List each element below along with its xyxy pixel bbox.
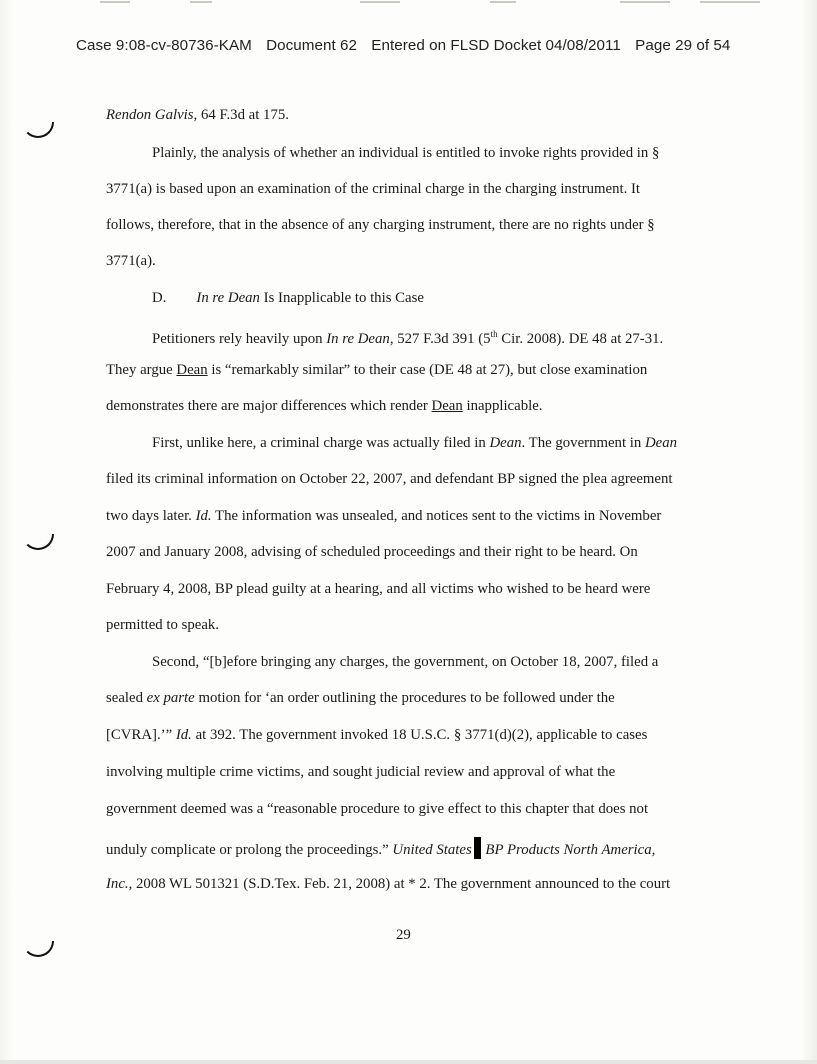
scan-artifact-marks: [60, 0, 760, 6]
scan-edge-shadow: [0, 1060, 817, 1064]
text-line: government deemed was a “reasonable procedure to give effect to this chapter that does not: [106, 801, 649, 817]
binder-hole-top: [22, 122, 54, 138]
text-line: [CVRA].’” Id. at 392. The government invoked 18 U.S.C. § 3771(d)(2), applicable to cases: [106, 727, 648, 743]
binder-hole-middle: [22, 534, 54, 550]
text-line: Inc., 2008 WL 501321 (S.D.Tex. Feb. 21, 2008) at * 2. The government announced to the court: [106, 876, 671, 892]
text-line: Petitioners rely heavily upon In re Dean, 527 F.3d 391 (5th Cir. 2008). DE 48 at 27-31.: [152, 329, 664, 347]
redaction-mark: [474, 837, 481, 859]
header-case-number: Case 9:08-cv-80736-KAM: [76, 37, 252, 54]
text-line: involving multiple crime victims, and sought judicial review and approval of what the: [106, 764, 616, 780]
text-line: Plainly, the analysis of whether an individual is entitled to invoke rights provided in §: [152, 145, 660, 161]
text-line: demonstrates there are major differences which render Dean inapplicable.: [106, 398, 543, 414]
text-line: 3771(a).: [106, 253, 156, 269]
court-filing-header: [76, 37, 776, 54]
text-line: First, unlike here, a criminal charge was actually filed in Dean. The government in Dean: [152, 435, 678, 451]
text-line: permitted to speak.: [106, 617, 219, 633]
text-line: 2007 and January 2008, advising of scheduled proceedings and their right to be heard. On: [106, 544, 638, 560]
text-line: February 4, 2008, BP plead guilty at a hearing, and all victims who wished to be heard were: [106, 581, 651, 597]
text-line: follows, therefore, that in the absence of any charging instrument, there are no rights under §: [106, 217, 655, 233]
binder-hole-bottom: [22, 941, 54, 957]
text-line: sealed ex parte motion for ‘an order outlining the procedures to be followed under the: [106, 690, 615, 706]
text-line: filed its criminal information on October 22, 2007, and defendant BP signed the plea agreement: [106, 471, 673, 487]
text-line: Rendon Galvis, 64 F.3d at 175.: [106, 107, 289, 123]
text-line: unduly complicate or prolong the proceedings.” United States BP Products North America,: [106, 837, 655, 859]
header-page-count: Page 29 of 54: [635, 37, 731, 54]
text-line: 3771(a) is based upon an examination of the criminal charge in the charging instrument. It: [106, 181, 641, 197]
page-number: 29: [396, 927, 411, 943]
section-heading: D. In re Dean Is Inapplicable to this Case: [152, 290, 424, 306]
text-line: They argue Dean is “remarkably similar” to their case (DE 48 at 27), but close examination: [106, 362, 648, 378]
text-line: Second, “[b]efore bringing any charges, the government, on October 18, 2007, filed a: [152, 654, 659, 670]
header-document-number: Document 62: [266, 37, 358, 54]
text-line: two days later. Id. The information was unsealed, and notices sent to the victims in November: [106, 508, 662, 524]
header-docket-entry: Entered on FLSD Docket 04/08/2011: [371, 37, 621, 54]
